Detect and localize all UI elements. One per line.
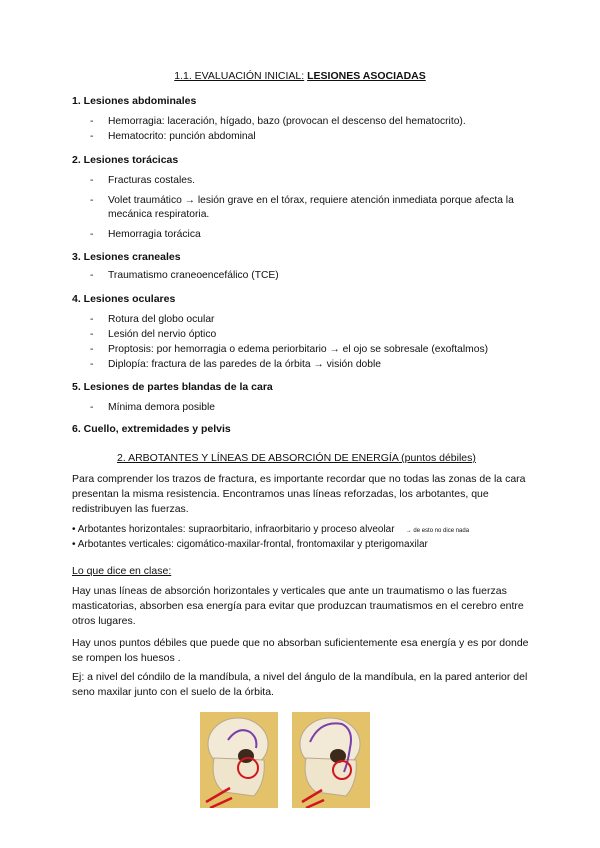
class-paragraph-2: Hay unos puntos débiles que puede que no absorban suficientemente esa energía y es por donde se rompen los huesos . [72,637,529,664]
section2-title-suffix: (puntos débiles) [398,452,476,464]
bullet-vertical: • Arbotantes verticales: cigomático-maxilar-frontal, frontomaxilar y pterigomaxilar [72,539,428,550]
document-page: 1.1. EVALUACIÓN INICIAL: LESIONES ASOCIADAS 1. Lesiones abdominales - Hemorragia: laceración, hígado, bazo (provocan el descenso del hematocrito). - Hematocrito: punción abdominal 2. Lesiones torácicas - Fracturas costales. - Volet traumático → lesión grave en el tórax, requiere atención inmediata porque afecta la mecánica respiratoria. - Hemorragia torácica 3. Lesiones craneales - Traumatismo craneoencefálico (TCE) 4. Lesiones oculares - Rotura del globo ocular - Lesión del nervio óptico - Proptosis: por hemorragia o edema periorbitario → el ojo se sobresale (exoftalmos) - Diplopía: fractura de las paredes de la órbita → visión doble 5. Lesiones de partes blandas de la cara - Mínima demora posible 6. Cuello, extremidades y pelvis 2. ARBOTANTES Y LÍNEAS DE ABSORCIÓN DE ENERGÍA (puntos débiles) Para comprender los trazos de fractura, es importante recordar que no todas las zonas de la cara presentan la misma resistencia. Encontramos unas líneas reforzadas, los arbotantes, que redistribuyen las fuerzas. • Arbotantes horizontales: supraorbitario, infraorbitario y proceso alveolar → de esto no dice nada • Arbotantes verticales: cigomático-maxilar-frontal, frontomaxilar y pterigomaxilar Lo que dice en clase: Hay unas líneas de absorción horizontales y verticales que ante un traumatismo o las fuerzas masticatorias, absorben esa energía para evitar que produzcan traumatismos en el cerebro entre otros lugares. Hay unos puntos débiles que puede que no absorban suficientemente esa energía y es por donde se rompen los huesos . Ej: a nivel del cóndilo de la mandíbula, a nivel del ángulo de la mandíbula, en la pared anterior del seno maxilar junto con el suelo de la órbita. [0,0,600,848]
section1-title [0,70,600,82]
section1-title-prefix: 1.1. EVALUACIÓN INICIAL: [174,70,305,82]
class-paragraph-3: Ej: a nivel del cóndilo de la mandíbula, a nivel del ángulo de la mandíbula, en la pared anterior del seno maxilar junto con el suelo de la órbita. [72,671,528,698]
heading-oculares: 4. Lesiones oculares [72,293,176,305]
heading-cuello: 6. Cuello, extremidades y pelvis [72,423,231,435]
intro-paragraph: Para comprender los trazos de fractura, es importante recordar que no todas las zonas de la cara presentan la misma resistencia. Encontramos unas líneas reforzadas, los arbotantes, que redistribuyen las fuerzas. [72,473,526,515]
section1-title-bold: LESIONES ASOCIADAS [307,70,426,82]
heading-craneales: 3. Lesiones craneales [72,251,181,263]
side-note: → de esto no dice nada [405,528,470,534]
heading-partes-blandas: 5. Lesiones de partes blandas de la cara [72,381,273,393]
heading-abdominales: 1. Lesiones abdominales [72,95,197,107]
bullet-horizontal: • Arbotantes horizontales: supraorbitario, infraorbitario y proceso alveolar → de esto no dice nada [72,524,470,535]
section2-title [117,452,476,464]
heading-toracicas: 2. Lesiones torácicas [72,154,179,166]
skull-illustration-left [200,712,278,808]
class-paragraph-1: Hay unas líneas de absorción horizontales y verticales que ante un traumatismo o las fuerzas masticatorias, absorben esa energía para evitar que produzcan traumatismos en el cerebro entre otros lugares. [72,585,524,627]
class-notes-heading: Lo que dice en clase: [72,565,172,577]
section2-title-main: 2. ARBOTANTES Y LÍNEAS DE ABSORCIÓN DE ENERGÍA [117,452,399,464]
skull-illustration-right [292,712,370,808]
